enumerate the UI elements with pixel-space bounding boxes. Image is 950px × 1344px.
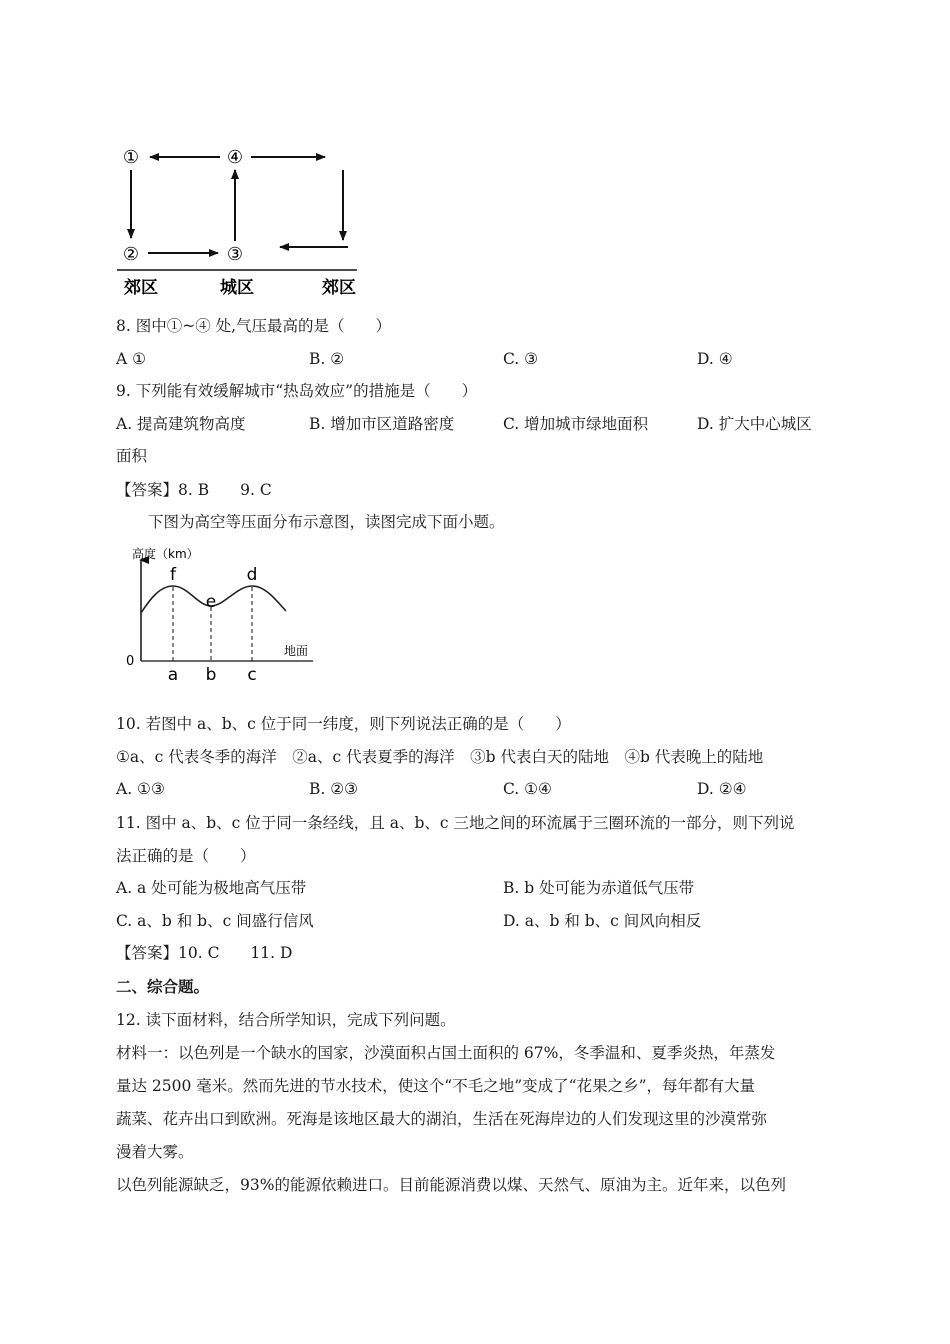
figure-2-intro: 下图为高空等压面分布示意图，读图完成下面小题。 (148, 513, 505, 531)
question-8-option-b: B. ② (309, 350, 345, 368)
question-10-option-a: A. ①③ (116, 780, 165, 798)
question-10-option-b: B. ②③ (309, 780, 359, 798)
question-11-option-d: D. a、b 和 b、c 间风向相反 (503, 912, 702, 930)
question-11-option-a: A. a 处可能为极地高气压带 (116, 879, 307, 897)
curve-label-d: d (246, 565, 258, 585)
question-11-stem-line2: 法正确的是（ ） (116, 847, 256, 865)
section-heading: 二、综合题。 (116, 977, 210, 996)
ground-label-center: 城区 (220, 278, 254, 298)
answer-8-9: 【答案】8. B 9. C (116, 481, 272, 499)
material-line-1: 材料一：以色列是一个缺水的国家，沙漠面积占国土面积的 67%，冬季温和、夏季炎热，年蒸发 (116, 1044, 776, 1062)
ground-point-c: c (247, 665, 257, 685)
question-12-stem: 12. 读下面材料，结合所学知识，完成下列问题。 (116, 1011, 456, 1029)
ground-point-b: b (205, 665, 217, 685)
question-9-option-a: A. 提高建筑物高度 (116, 415, 246, 433)
node-4: ④ (226, 147, 244, 168)
curve-label-f: f (170, 565, 176, 585)
y-axis-label: 高度（km） (132, 547, 199, 561)
ground-label-right: 郊区 (322, 278, 356, 298)
question-9-option-c: C. 增加城市绿地面积 (503, 415, 649, 433)
question-10-option-c: C. ①④ (503, 780, 552, 798)
circulation-diagram-svg (110, 140, 370, 305)
question-11-option-c: C. a、b 和 b、c 间盛行信风 (116, 912, 314, 930)
material-line-3: 蔬菜、花卉出口到欧洲。死海是该地区最大的湖泊，生活在死海岸边的人们发现这里的沙漠常弥 (116, 1110, 768, 1128)
question-11-option-b: B. b 处可能为赤道低气压带 (503, 879, 695, 897)
question-10-statements: ①a、c 代表冬季的海洋 ②a、c 代表夏季的海洋 ③b 代表白天的陆地 ④b 代表晚上的陆地 (116, 748, 764, 766)
node-1: ① (122, 147, 140, 168)
material-line-5: 以色列能源缺乏，93%的能源依赖进口。目前能源消费以煤、天然气、原油为主。近年来，以色列 (116, 1176, 786, 1194)
question-8-option-c: C. ③ (503, 350, 539, 368)
curve-label-e: e (205, 592, 217, 612)
question-9-option-b: B. 增加市区道路密度 (309, 415, 455, 433)
ground-point-a: a (167, 665, 179, 685)
node-3: ③ (226, 244, 244, 265)
x-axis-label: 地面 (284, 644, 309, 658)
material-line-2: 量达 2500 毫米。然而先进的节水技术，使这个“不毛之地”变成了“花果之乡”，每年都有大量 (116, 1077, 755, 1095)
question-10-stem: 10. 若图中 a、b、c 位于同一纬度，则下列说法正确的是（ ） (116, 715, 571, 733)
answer-10-11: 【答案】10. C 11. D (116, 944, 293, 962)
isobar-diagram (120, 544, 320, 686)
material-line-4: 漫着大雾。 (116, 1143, 194, 1161)
origin-label: 0 (126, 654, 135, 669)
ground-label-left: 郊区 (124, 278, 158, 298)
node-2: ② (122, 244, 140, 265)
question-9-option-d: D. 扩大中心城区 (697, 415, 812, 433)
question-10-option-d: D. ②④ (697, 780, 747, 798)
question-11-stem-line1: 11. 图中 a、b、c 位于同一条经线，且 a、b、c 三地之间的环流属于三圈环流的一部分，则下列说 (116, 814, 795, 832)
question-8-stem: 8. 图中①~④ 处,气压最高的是（ ） (116, 317, 392, 335)
isobar-diagram-svg (120, 544, 320, 686)
question-9-option-d-continuation: 面积 (116, 447, 148, 465)
question-8-option-d: D. ④ (697, 350, 733, 368)
circulation-diagram (110, 140, 370, 305)
question-9-stem: 9. 下列能有效缓解城市“热岛效应”的措施是（ ） (116, 382, 478, 400)
question-8-option-a: A ① (116, 350, 147, 368)
